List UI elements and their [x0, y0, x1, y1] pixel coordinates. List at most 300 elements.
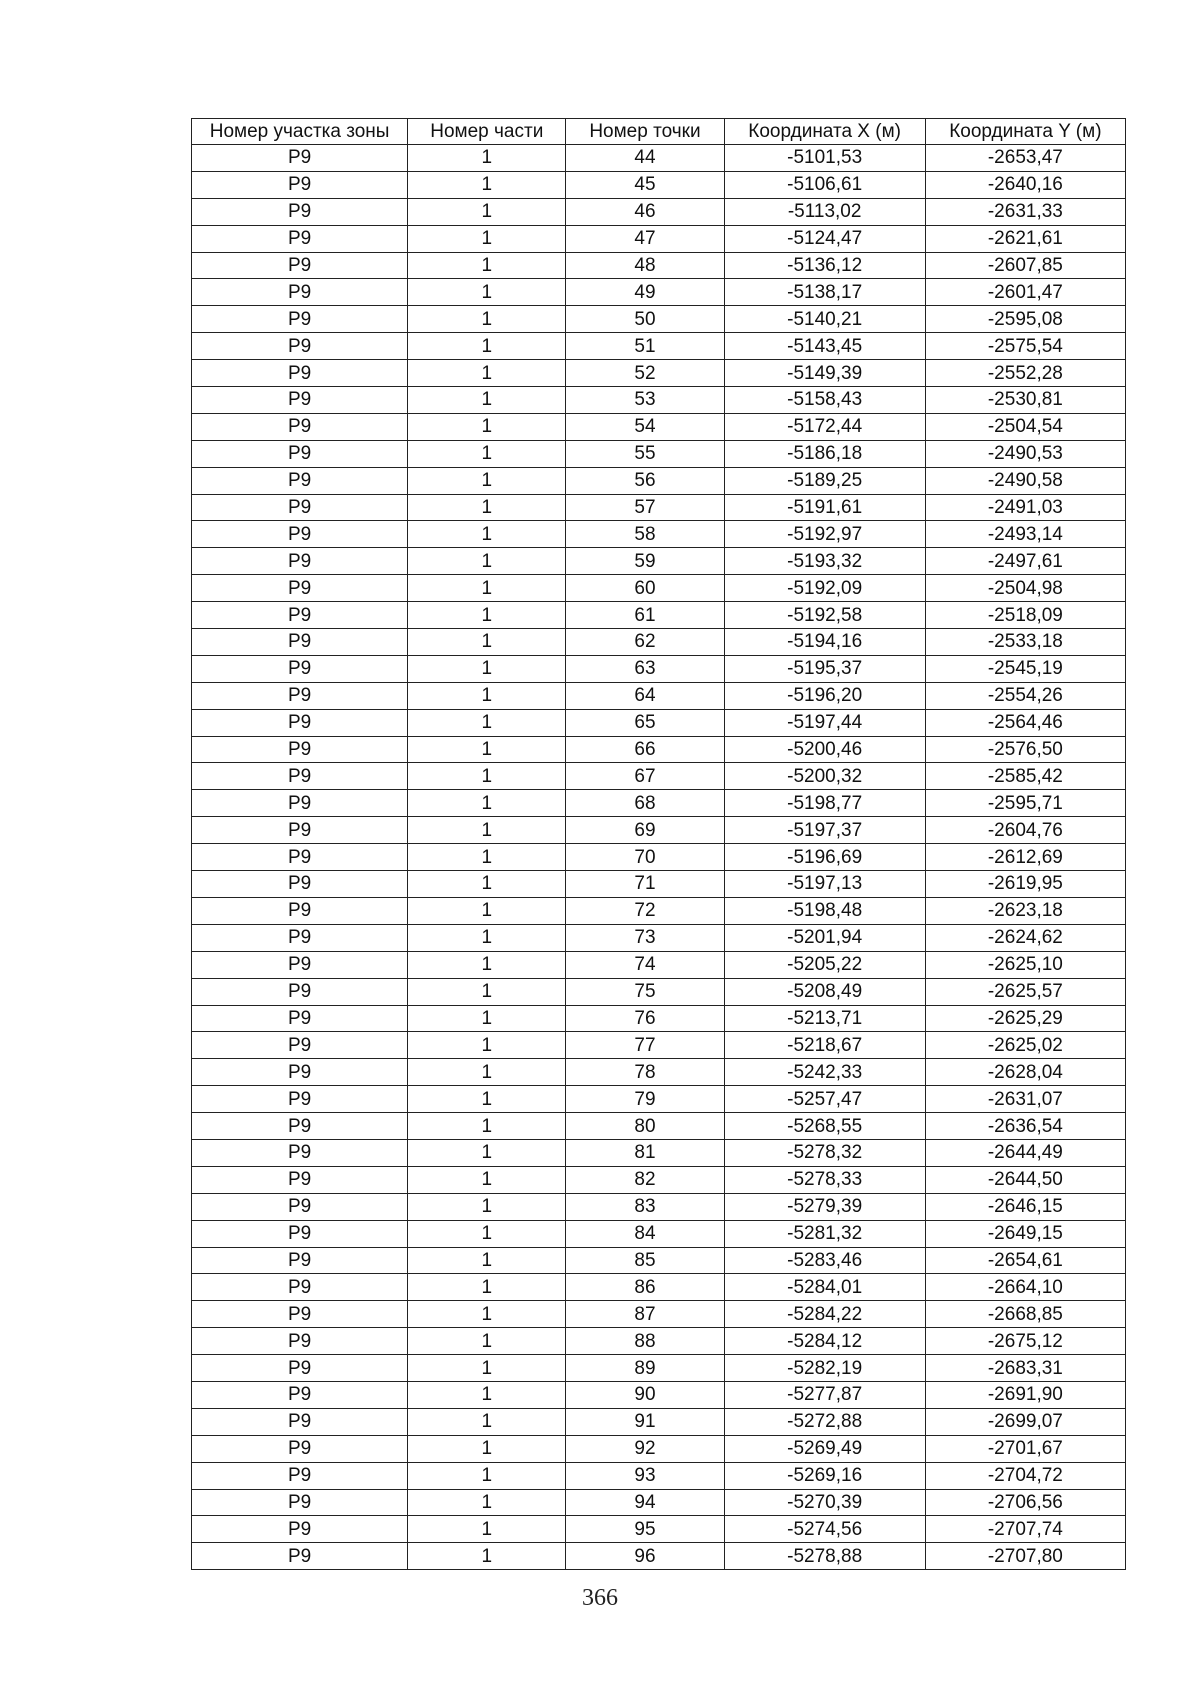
cell-part-number: 1 — [408, 924, 566, 951]
cell-part-number: 1 — [408, 978, 566, 1005]
cell-zone-section: Р9 — [192, 1086, 408, 1113]
cell-coordinate-y: -2664,10 — [925, 1274, 1125, 1301]
cell-point-number: 59 — [566, 548, 724, 575]
cell-part-number: 1 — [408, 790, 566, 817]
cell-zone-section: Р9 — [192, 1435, 408, 1462]
cell-coordinate-y: -2675,12 — [925, 1328, 1125, 1355]
cell-point-number: 80 — [566, 1113, 724, 1140]
cell-coordinate-y: -2612,69 — [925, 844, 1125, 871]
table-row — [192, 1489, 1126, 1516]
table-row — [192, 897, 1126, 924]
cell-coordinate-x: -5200,32 — [724, 763, 925, 790]
cell-point-number: 94 — [566, 1489, 724, 1516]
cell-point-number: 46 — [566, 198, 724, 225]
cell-coordinate-y: -2533,18 — [925, 629, 1125, 656]
cell-zone-section: Р9 — [192, 682, 408, 709]
cell-point-number: 54 — [566, 413, 724, 440]
cell-point-number: 77 — [566, 1032, 724, 1059]
cell-zone-section: Р9 — [192, 413, 408, 440]
table-row — [192, 655, 1126, 682]
cell-point-number: 91 — [566, 1408, 724, 1435]
cell-zone-section: Р9 — [192, 655, 408, 682]
header-coordinate-x: Координата X (м) — [724, 119, 925, 145]
cell-point-number: 76 — [566, 1005, 724, 1032]
cell-zone-section: Р9 — [192, 1032, 408, 1059]
cell-point-number: 69 — [566, 817, 724, 844]
cell-part-number: 1 — [408, 1005, 566, 1032]
cell-part-number: 1 — [408, 387, 566, 414]
cell-coordinate-x: -5196,20 — [724, 682, 925, 709]
cell-point-number: 44 — [566, 145, 724, 172]
cell-coordinate-x: -5282,19 — [724, 1355, 925, 1382]
cell-coordinate-y: -2595,08 — [925, 306, 1125, 333]
table-row — [192, 1543, 1126, 1570]
cell-zone-section: Р9 — [192, 440, 408, 467]
cell-point-number: 93 — [566, 1462, 724, 1489]
header-part-number: Номер части — [408, 119, 566, 145]
cell-point-number: 51 — [566, 333, 724, 360]
cell-point-number: 56 — [566, 467, 724, 494]
cell-coordinate-y: -2497,61 — [925, 548, 1125, 575]
table-row — [192, 924, 1126, 951]
table-row — [192, 978, 1126, 1005]
table-row — [192, 736, 1126, 763]
header-zone-section: Номер участка зоны — [192, 119, 408, 145]
cell-coordinate-x: -5277,87 — [724, 1381, 925, 1408]
cell-coordinate-y: -2595,71 — [925, 790, 1125, 817]
table-row — [192, 871, 1126, 898]
cell-point-number: 92 — [566, 1435, 724, 1462]
cell-part-number: 1 — [408, 279, 566, 306]
table-row — [192, 440, 1126, 467]
cell-part-number: 1 — [408, 225, 566, 252]
table-row — [192, 1139, 1126, 1166]
table-row — [192, 279, 1126, 306]
cell-part-number: 1 — [408, 1435, 566, 1462]
cell-zone-section: Р9 — [192, 575, 408, 602]
cell-part-number: 1 — [408, 1247, 566, 1274]
cell-coordinate-x: -5197,37 — [724, 817, 925, 844]
cell-point-number: 83 — [566, 1193, 724, 1220]
cell-zone-section: Р9 — [192, 924, 408, 951]
cell-coordinate-y: -2707,74 — [925, 1516, 1125, 1543]
cell-coordinate-y: -2504,54 — [925, 413, 1125, 440]
table-row — [192, 360, 1126, 387]
cell-zone-section: Р9 — [192, 198, 408, 225]
table-header — [192, 119, 1126, 145]
cell-coordinate-y: -2625,10 — [925, 951, 1125, 978]
cell-point-number: 74 — [566, 951, 724, 978]
cell-point-number: 78 — [566, 1059, 724, 1086]
cell-point-number: 62 — [566, 629, 724, 656]
coordinates-table — [191, 118, 1126, 1570]
cell-point-number: 49 — [566, 279, 724, 306]
cell-coordinate-x: -5192,97 — [724, 521, 925, 548]
cell-coordinate-y: -2707,80 — [925, 1543, 1125, 1570]
cell-coordinate-y: -2653,47 — [925, 145, 1125, 172]
cell-part-number: 1 — [408, 413, 566, 440]
cell-coordinate-x: -5197,13 — [724, 871, 925, 898]
cell-coordinate-x: -5278,32 — [724, 1139, 925, 1166]
cell-zone-section: Р9 — [192, 978, 408, 1005]
cell-part-number: 1 — [408, 871, 566, 898]
cell-coordinate-y: -2704,72 — [925, 1462, 1125, 1489]
cell-coordinate-x: -5172,44 — [724, 413, 925, 440]
table-row — [192, 1381, 1126, 1408]
cell-zone-section: Р9 — [192, 467, 408, 494]
cell-part-number: 1 — [408, 1516, 566, 1543]
cell-part-number: 1 — [408, 817, 566, 844]
cell-coordinate-x: -5143,45 — [724, 333, 925, 360]
cell-point-number: 73 — [566, 924, 724, 951]
table-row — [192, 1005, 1126, 1032]
cell-coordinate-x: -5198,48 — [724, 897, 925, 924]
table-row — [192, 387, 1126, 414]
cell-point-number: 65 — [566, 709, 724, 736]
cell-part-number: 1 — [408, 494, 566, 521]
page-number: 366 — [582, 1585, 618, 1611]
table-row — [192, 1462, 1126, 1489]
cell-part-number: 1 — [408, 467, 566, 494]
cell-part-number: 1 — [408, 709, 566, 736]
cell-zone-section: Р9 — [192, 763, 408, 790]
cell-point-number: 60 — [566, 575, 724, 602]
cell-coordinate-x: -5278,33 — [724, 1166, 925, 1193]
cell-point-number: 50 — [566, 306, 724, 333]
cell-coordinate-x: -5268,55 — [724, 1113, 925, 1140]
table-row — [192, 521, 1126, 548]
cell-coordinate-y: -2636,54 — [925, 1113, 1125, 1140]
cell-zone-section: Р9 — [192, 521, 408, 548]
cell-coordinate-y: -2491,03 — [925, 494, 1125, 521]
cell-part-number: 1 — [408, 1543, 566, 1570]
table-row — [192, 1355, 1126, 1382]
cell-coordinate-y: -2623,18 — [925, 897, 1125, 924]
cell-coordinate-y: -2683,31 — [925, 1355, 1125, 1382]
cell-part-number: 1 — [408, 360, 566, 387]
cell-coordinate-y: -2607,85 — [925, 252, 1125, 279]
cell-part-number: 1 — [408, 333, 566, 360]
cell-zone-section: Р9 — [192, 897, 408, 924]
table-row — [192, 1220, 1126, 1247]
table-row — [192, 1516, 1126, 1543]
cell-part-number: 1 — [408, 1139, 566, 1166]
cell-coordinate-x: -5158,43 — [724, 387, 925, 414]
table-row — [192, 1328, 1126, 1355]
cell-coordinate-x: -5269,49 — [724, 1435, 925, 1462]
table-row — [192, 145, 1126, 172]
cell-point-number: 55 — [566, 440, 724, 467]
cell-coordinate-y: -2699,07 — [925, 1408, 1125, 1435]
cell-part-number: 1 — [408, 171, 566, 198]
cell-coordinate-x: -5195,37 — [724, 655, 925, 682]
cell-coordinate-x: -5274,56 — [724, 1516, 925, 1543]
cell-zone-section: Р9 — [192, 333, 408, 360]
cell-zone-section: Р9 — [192, 709, 408, 736]
cell-point-number: 57 — [566, 494, 724, 521]
cell-coordinate-y: -2621,61 — [925, 225, 1125, 252]
header-coordinate-y: Координата Y (м) — [925, 119, 1125, 145]
cell-part-number: 1 — [408, 1220, 566, 1247]
cell-zone-section: Р9 — [192, 1381, 408, 1408]
cell-coordinate-x: -5257,47 — [724, 1086, 925, 1113]
cell-coordinate-x: -5149,39 — [724, 360, 925, 387]
cell-point-number: 71 — [566, 871, 724, 898]
cell-zone-section: Р9 — [192, 951, 408, 978]
cell-part-number: 1 — [408, 548, 566, 575]
cell-coordinate-x: -5136,12 — [724, 252, 925, 279]
table-row — [192, 1301, 1126, 1328]
cell-point-number: 67 — [566, 763, 724, 790]
table-row — [192, 1247, 1126, 1274]
cell-zone-section: Р9 — [192, 602, 408, 629]
cell-point-number: 85 — [566, 1247, 724, 1274]
cell-part-number: 1 — [408, 897, 566, 924]
cell-point-number: 68 — [566, 790, 724, 817]
cell-part-number: 1 — [408, 1408, 566, 1435]
cell-coordinate-y: -2625,57 — [925, 978, 1125, 1005]
table-row — [192, 1086, 1126, 1113]
cell-zone-section: Р9 — [192, 387, 408, 414]
cell-coordinate-x: -5279,39 — [724, 1193, 925, 1220]
cell-part-number: 1 — [408, 145, 566, 172]
table-row — [192, 1193, 1126, 1220]
cell-coordinate-x: -5192,58 — [724, 602, 925, 629]
cell-zone-section: Р9 — [192, 1274, 408, 1301]
table-row — [192, 413, 1126, 440]
cell-coordinate-x: -5192,09 — [724, 575, 925, 602]
cell-coordinate-y: -2575,54 — [925, 333, 1125, 360]
cell-point-number: 72 — [566, 897, 724, 924]
cell-coordinate-y: -2654,61 — [925, 1247, 1125, 1274]
cell-zone-section: Р9 — [192, 360, 408, 387]
cell-zone-section: Р9 — [192, 1516, 408, 1543]
cell-coordinate-x: -5138,17 — [724, 279, 925, 306]
cell-point-number: 89 — [566, 1355, 724, 1382]
cell-coordinate-y: -2625,02 — [925, 1032, 1125, 1059]
cell-point-number: 90 — [566, 1381, 724, 1408]
cell-coordinate-x: -5269,16 — [724, 1462, 925, 1489]
cell-point-number: 61 — [566, 602, 724, 629]
table-body — [192, 145, 1126, 1570]
cell-coordinate-x: -5193,32 — [724, 548, 925, 575]
cell-coordinate-x: -5101,53 — [724, 145, 925, 172]
cell-coordinate-y: -2601,47 — [925, 279, 1125, 306]
table-row — [192, 494, 1126, 521]
table-row — [192, 548, 1126, 575]
cell-zone-section: Р9 — [192, 1193, 408, 1220]
cell-part-number: 1 — [408, 1462, 566, 1489]
table-row — [192, 1032, 1126, 1059]
cell-part-number: 1 — [408, 682, 566, 709]
cell-coordinate-y: -2576,50 — [925, 736, 1125, 763]
cell-coordinate-y: -2545,19 — [925, 655, 1125, 682]
cell-coordinate-x: -5242,33 — [724, 1059, 925, 1086]
cell-zone-section: Р9 — [192, 1462, 408, 1489]
cell-zone-section: Р9 — [192, 1408, 408, 1435]
cell-part-number: 1 — [408, 1193, 566, 1220]
cell-coordinate-y: -2631,33 — [925, 198, 1125, 225]
cell-coordinate-y: -2493,14 — [925, 521, 1125, 548]
cell-coordinate-y: -2552,28 — [925, 360, 1125, 387]
table-row — [192, 252, 1126, 279]
cell-zone-section: Р9 — [192, 790, 408, 817]
cell-coordinate-y: -2640,16 — [925, 171, 1125, 198]
cell-coordinate-y: -2649,15 — [925, 1220, 1125, 1247]
cell-zone-section: Р9 — [192, 629, 408, 656]
cell-coordinate-x: -5218,67 — [724, 1032, 925, 1059]
cell-part-number: 1 — [408, 306, 566, 333]
table-row — [192, 1408, 1126, 1435]
cell-coordinate-x: -5284,22 — [724, 1301, 925, 1328]
cell-coordinate-x: -5200,46 — [724, 736, 925, 763]
table-row — [192, 467, 1126, 494]
cell-coordinate-y: -2701,67 — [925, 1435, 1125, 1462]
cell-coordinate-x: -5284,12 — [724, 1328, 925, 1355]
cell-zone-section: Р9 — [192, 145, 408, 172]
cell-part-number: 1 — [408, 951, 566, 978]
cell-point-number: 79 — [566, 1086, 724, 1113]
cell-zone-section: Р9 — [192, 1247, 408, 1274]
table-row — [192, 1435, 1126, 1462]
cell-part-number: 1 — [408, 1355, 566, 1382]
cell-coordinate-x: -5272,88 — [724, 1408, 925, 1435]
cell-coordinate-x: -5197,44 — [724, 709, 925, 736]
cell-coordinate-y: -2604,76 — [925, 817, 1125, 844]
cell-part-number: 1 — [408, 198, 566, 225]
cell-part-number: 1 — [408, 1381, 566, 1408]
table-row — [192, 225, 1126, 252]
cell-point-number: 81 — [566, 1139, 724, 1166]
table-row — [192, 333, 1126, 360]
cell-zone-section: Р9 — [192, 817, 408, 844]
cell-part-number: 1 — [408, 575, 566, 602]
table-row — [192, 1274, 1126, 1301]
cell-part-number: 1 — [408, 1113, 566, 1140]
cell-coordinate-x: -5124,47 — [724, 225, 925, 252]
table-row — [192, 629, 1126, 656]
table-row — [192, 682, 1126, 709]
header-point-number: Номер точки — [566, 119, 724, 145]
cell-coordinate-x: -5281,32 — [724, 1220, 925, 1247]
cell-point-number: 47 — [566, 225, 724, 252]
cell-part-number: 1 — [408, 1301, 566, 1328]
cell-coordinate-y: -2530,81 — [925, 387, 1125, 414]
cell-zone-section: Р9 — [192, 171, 408, 198]
cell-part-number: 1 — [408, 1166, 566, 1193]
table-row — [192, 1166, 1126, 1193]
cell-coordinate-x: -5283,46 — [724, 1247, 925, 1274]
cell-zone-section: Р9 — [192, 1543, 408, 1570]
cell-coordinate-x: -5270,39 — [724, 1489, 925, 1516]
cell-point-number: 75 — [566, 978, 724, 1005]
cell-coordinate-x: -5208,49 — [724, 978, 925, 1005]
header-row — [192, 119, 1126, 145]
cell-coordinate-y: -2631,07 — [925, 1086, 1125, 1113]
cell-part-number: 1 — [408, 736, 566, 763]
cell-zone-section: Р9 — [192, 494, 408, 521]
cell-zone-section: Р9 — [192, 871, 408, 898]
cell-part-number: 1 — [408, 1274, 566, 1301]
cell-zone-section: Р9 — [192, 1059, 408, 1086]
cell-coordinate-y: -2518,09 — [925, 602, 1125, 629]
cell-coordinate-y: -2619,95 — [925, 871, 1125, 898]
cell-point-number: 66 — [566, 736, 724, 763]
cell-coordinate-y: -2644,49 — [925, 1139, 1125, 1166]
cell-point-number: 70 — [566, 844, 724, 871]
cell-zone-section: Р9 — [192, 252, 408, 279]
cell-point-number: 84 — [566, 1220, 724, 1247]
cell-part-number: 1 — [408, 521, 566, 548]
cell-zone-section: Р9 — [192, 1166, 408, 1193]
cell-point-number: 52 — [566, 360, 724, 387]
cell-coordinate-x: -5213,71 — [724, 1005, 925, 1032]
cell-zone-section: Р9 — [192, 1113, 408, 1140]
cell-coordinate-y: -2564,46 — [925, 709, 1125, 736]
cell-coordinate-y: -2668,85 — [925, 1301, 1125, 1328]
table-row — [192, 790, 1126, 817]
cell-zone-section: Р9 — [192, 1355, 408, 1382]
cell-point-number: 48 — [566, 252, 724, 279]
cell-point-number: 87 — [566, 1301, 724, 1328]
cell-zone-section: Р9 — [192, 548, 408, 575]
cell-coordinate-y: -2504,98 — [925, 575, 1125, 602]
cell-part-number: 1 — [408, 1032, 566, 1059]
cell-part-number: 1 — [408, 602, 566, 629]
cell-part-number: 1 — [408, 844, 566, 871]
cell-coordinate-y: -2624,62 — [925, 924, 1125, 951]
table-row — [192, 763, 1126, 790]
cell-coordinate-y: -2490,53 — [925, 440, 1125, 467]
cell-point-number: 63 — [566, 655, 724, 682]
cell-coordinate-x: -5186,18 — [724, 440, 925, 467]
cell-coordinate-y: -2554,26 — [925, 682, 1125, 709]
cell-coordinate-y: -2585,42 — [925, 763, 1125, 790]
table-row — [192, 171, 1126, 198]
table-row — [192, 709, 1126, 736]
cell-coordinate-y: -2628,04 — [925, 1059, 1125, 1086]
cell-coordinate-x: -5201,94 — [724, 924, 925, 951]
table-row — [192, 306, 1126, 333]
cell-coordinate-x: -5198,77 — [724, 790, 925, 817]
cell-point-number: 45 — [566, 171, 724, 198]
cell-coordinate-y: -2691,90 — [925, 1381, 1125, 1408]
cell-coordinate-x: -5278,88 — [724, 1543, 925, 1570]
cell-part-number: 1 — [408, 1328, 566, 1355]
cell-coordinate-x: -5106,61 — [724, 171, 925, 198]
cell-point-number: 88 — [566, 1328, 724, 1355]
cell-point-number: 96 — [566, 1543, 724, 1570]
cell-part-number: 1 — [408, 763, 566, 790]
cell-coordinate-y: -2706,56 — [925, 1489, 1125, 1516]
cell-zone-section: Р9 — [192, 844, 408, 871]
cell-coordinate-y: -2625,29 — [925, 1005, 1125, 1032]
cell-point-number: 58 — [566, 521, 724, 548]
cell-point-number: 53 — [566, 387, 724, 414]
cell-zone-section: Р9 — [192, 1220, 408, 1247]
cell-zone-section: Р9 — [192, 1139, 408, 1166]
cell-zone-section: Р9 — [192, 1301, 408, 1328]
cell-coordinate-x: -5191,61 — [724, 494, 925, 521]
cell-part-number: 1 — [408, 629, 566, 656]
cell-point-number: 82 — [566, 1166, 724, 1193]
cell-coordinate-x: -5189,25 — [724, 467, 925, 494]
table-row — [192, 1113, 1126, 1140]
cell-coordinate-y: -2490,58 — [925, 467, 1125, 494]
table-row — [192, 198, 1126, 225]
cell-zone-section: Р9 — [192, 1489, 408, 1516]
cell-coordinate-x: -5284,01 — [724, 1274, 925, 1301]
